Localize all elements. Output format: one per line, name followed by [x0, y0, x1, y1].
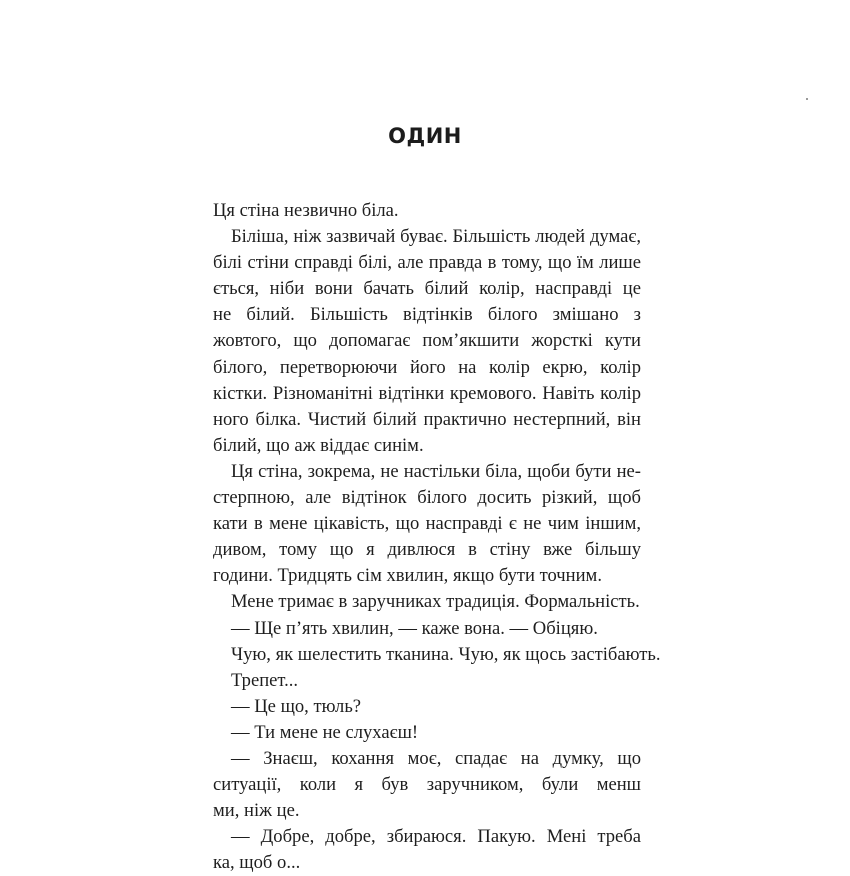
text-line: — Знаєш, кохання моє, спадає на думку, що: [231, 747, 641, 769]
text-line: — Добре, добре, збираюся. Пакую. Мені треба: [231, 826, 641, 848]
text-line: години. Тридцять сім хвилин, якщо бути точним.: [213, 565, 602, 587]
text-line: Ця стіна незвично біла.: [213, 200, 399, 221]
text-line: білого, перетворюючи його на колір екрю, колір: [213, 356, 641, 378]
chapter-title: ОДИН: [388, 124, 462, 148]
text-line: — Ти мене не слухаєш!: [231, 721, 419, 743]
text-line: кістки. Різноманітні відтінки кремового. Навіть колір: [213, 382, 641, 404]
text-line: білі стіни справді білі, але правда в тому, що їм лише: [213, 252, 641, 274]
text-line: дивом, тому що я дивлюся в стіну вже більшу: [213, 539, 641, 561]
page-speck: [806, 98, 808, 100]
text-line: жовтого, що допомагає пом’якшити жорсткі кути: [213, 330, 641, 352]
text-line: ного білка. Чистий білий практично нестерпний, він: [213, 408, 641, 430]
text-line: ється, ніби вони бачать білий колір, насправді це: [213, 278, 641, 300]
text-line: кати в мене цікавість, що насправді є не чим іншим,: [213, 513, 641, 535]
text-line: ми, ніж це.: [213, 800, 300, 822]
text-line: Біліша, ніж зазвичай буває. Більшість людей думає,: [231, 226, 641, 248]
text-line: ситуації, коли я був заручником, були менш: [213, 774, 641, 796]
text-line: ка, щоб о...: [213, 852, 301, 874]
text-line: Мене тримає в заручниках традиція. Формальність.: [231, 591, 640, 613]
text-line: — Це що, тюль?: [231, 695, 362, 717]
text-line: білий, що аж віддає синім.: [213, 434, 424, 456]
text-line: — Ще п’ять хвилин, — каже вона. — Обіцяю.: [231, 617, 598, 639]
text-line: не білий. Більшість відтінків білого змішано з: [213, 304, 641, 326]
body-text: [213, 198, 661, 876]
text-line: Трепет...: [231, 669, 299, 691]
text-line: Ця стіна, зокрема, не настільки біла, щоби бути не-: [231, 460, 641, 482]
text-line: Чую, як шелестить тканина. Чую, як щось застібають.: [231, 643, 661, 665]
text-line: стерпною, але відтінок білого досить різкий, щоб: [213, 487, 641, 509]
